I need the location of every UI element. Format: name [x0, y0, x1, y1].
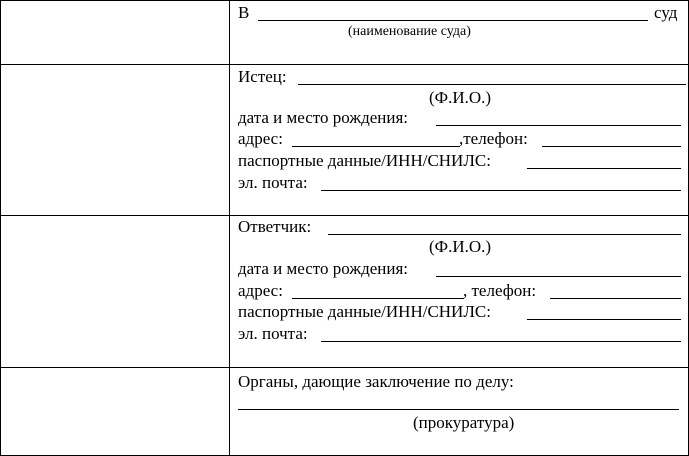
defendant-birth-field[interactable] [436, 276, 681, 277]
plaintiff-address-field[interactable] [292, 146, 460, 147]
plaintiff-email-field[interactable] [321, 190, 681, 191]
defendant-address-label: адрес: [238, 281, 283, 300]
plaintiff-label: Истец: [238, 67, 287, 86]
court-prefix: В [238, 3, 250, 22]
plaintiff-email-label: эл. почта: [238, 173, 308, 192]
defendant-passport-label: паспортные данные/ИНН/СНИЛС: [238, 302, 491, 321]
court-suffix: суд [654, 3, 678, 22]
defendant-phone-label: , телефон: [463, 281, 537, 300]
defendant-birth-label: дата и место рождения: [238, 259, 409, 278]
plaintiff-name-field[interactable] [298, 84, 686, 85]
plaintiff-birth-label: дата и место рождения: [238, 108, 409, 127]
authority-caption: (прокуратура) [413, 413, 515, 432]
defendant-email-label: эл. почта: [238, 324, 308, 343]
row-divider [0, 64, 689, 65]
table-border-left [0, 0, 1, 456]
row-divider [0, 0, 689, 1]
plaintiff-caption: (Ф.И.О.) [429, 88, 492, 107]
authority-label: Органы, дающие заключение по делу: [238, 372, 514, 391]
plaintiff-birth-field[interactable] [436, 125, 681, 126]
defendant-address-field[interactable] [292, 298, 464, 299]
plaintiff-address-label: адрес: [238, 129, 283, 148]
plaintiff-passport-label: паспортные данные/ИНН/СНИЛС: [238, 151, 491, 170]
row-divider [0, 215, 689, 216]
defendant-caption: (Ф.И.О.) [429, 237, 492, 256]
court-name-field[interactable] [258, 20, 648, 21]
table-column-divider [229, 0, 230, 456]
defendant-name-field[interactable] [328, 234, 681, 235]
defendant-passport-field[interactable] [527, 319, 681, 320]
defendant-email-field[interactable] [321, 341, 681, 342]
plaintiff-passport-field[interactable] [527, 168, 681, 169]
defendant-label: Ответчик: [238, 217, 312, 236]
authority-name-field[interactable] [238, 409, 679, 410]
plaintiff-phone-field[interactable] [542, 146, 681, 147]
defendant-phone-field[interactable] [550, 298, 681, 299]
court-caption: (наименование суда) [348, 24, 471, 39]
row-divider [0, 367, 689, 368]
plaintiff-phone-label: ,телефон: [459, 129, 528, 148]
